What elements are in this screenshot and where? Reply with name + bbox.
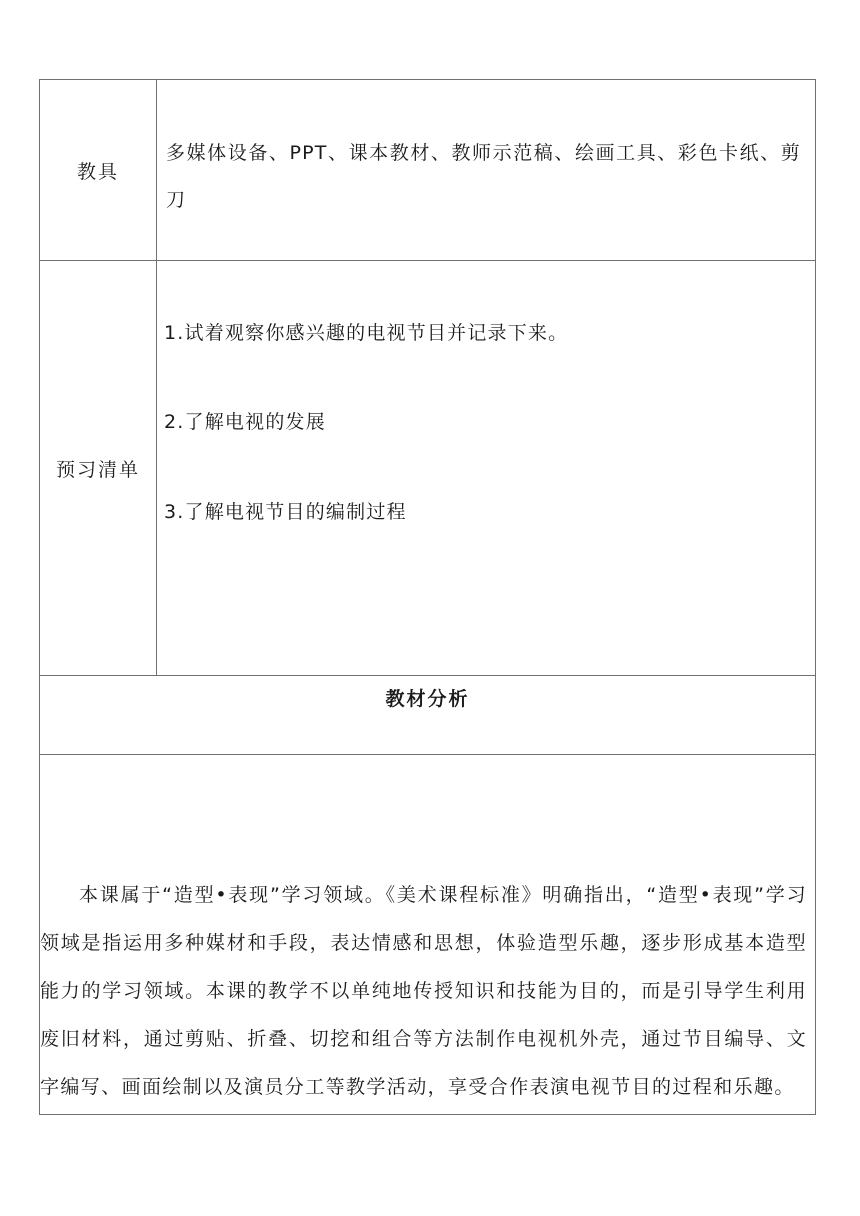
preview-label: 预习清单 [40, 261, 157, 675]
analysis-paragraph: 本课属于“造型•表现”学习领域。《美术课程标准》明确指出，“造型•表现”学习领域是指运用多种媒材和手段，表达情感和思想，体验造型乐趣，逐步形成基本造型能力的学习领域。本课的教学不以单纯地传授知识和技能为目的，而是引导学生利用废旧材料，通过剪贴、折叠、切挖和组合等方法制作电视机外壳，通过节目编导、文字编写、画面绘制以及演员分工等教学活动，享受合作表演电视节目的过程和乐趣。 [40, 884, 807, 1098]
analysis-heading: 教材分析 [385, 688, 470, 710]
preview-item: 3.了解电视节目的编制过程 [164, 501, 407, 523]
tools-content: 多媒体设备、PPT、课本教材、教师示范稿、绘画工具、彩色卡纸、剪刀 [166, 142, 801, 211]
analysis-heading-row [40, 676, 815, 755]
tools-row [40, 80, 815, 261]
tools-label: 教具 [40, 80, 157, 260]
lesson-plan-table [39, 79, 816, 1115]
preview-row [40, 261, 815, 676]
preview-cell [157, 261, 815, 675]
preview-item: 2.了解电视的发展 [164, 411, 326, 433]
tools-cell [157, 80, 815, 260]
analysis-row [40, 755, 815, 1114]
preview-item: 1.试着观察你感兴趣的电视节目并记录下来。 [164, 322, 569, 344]
